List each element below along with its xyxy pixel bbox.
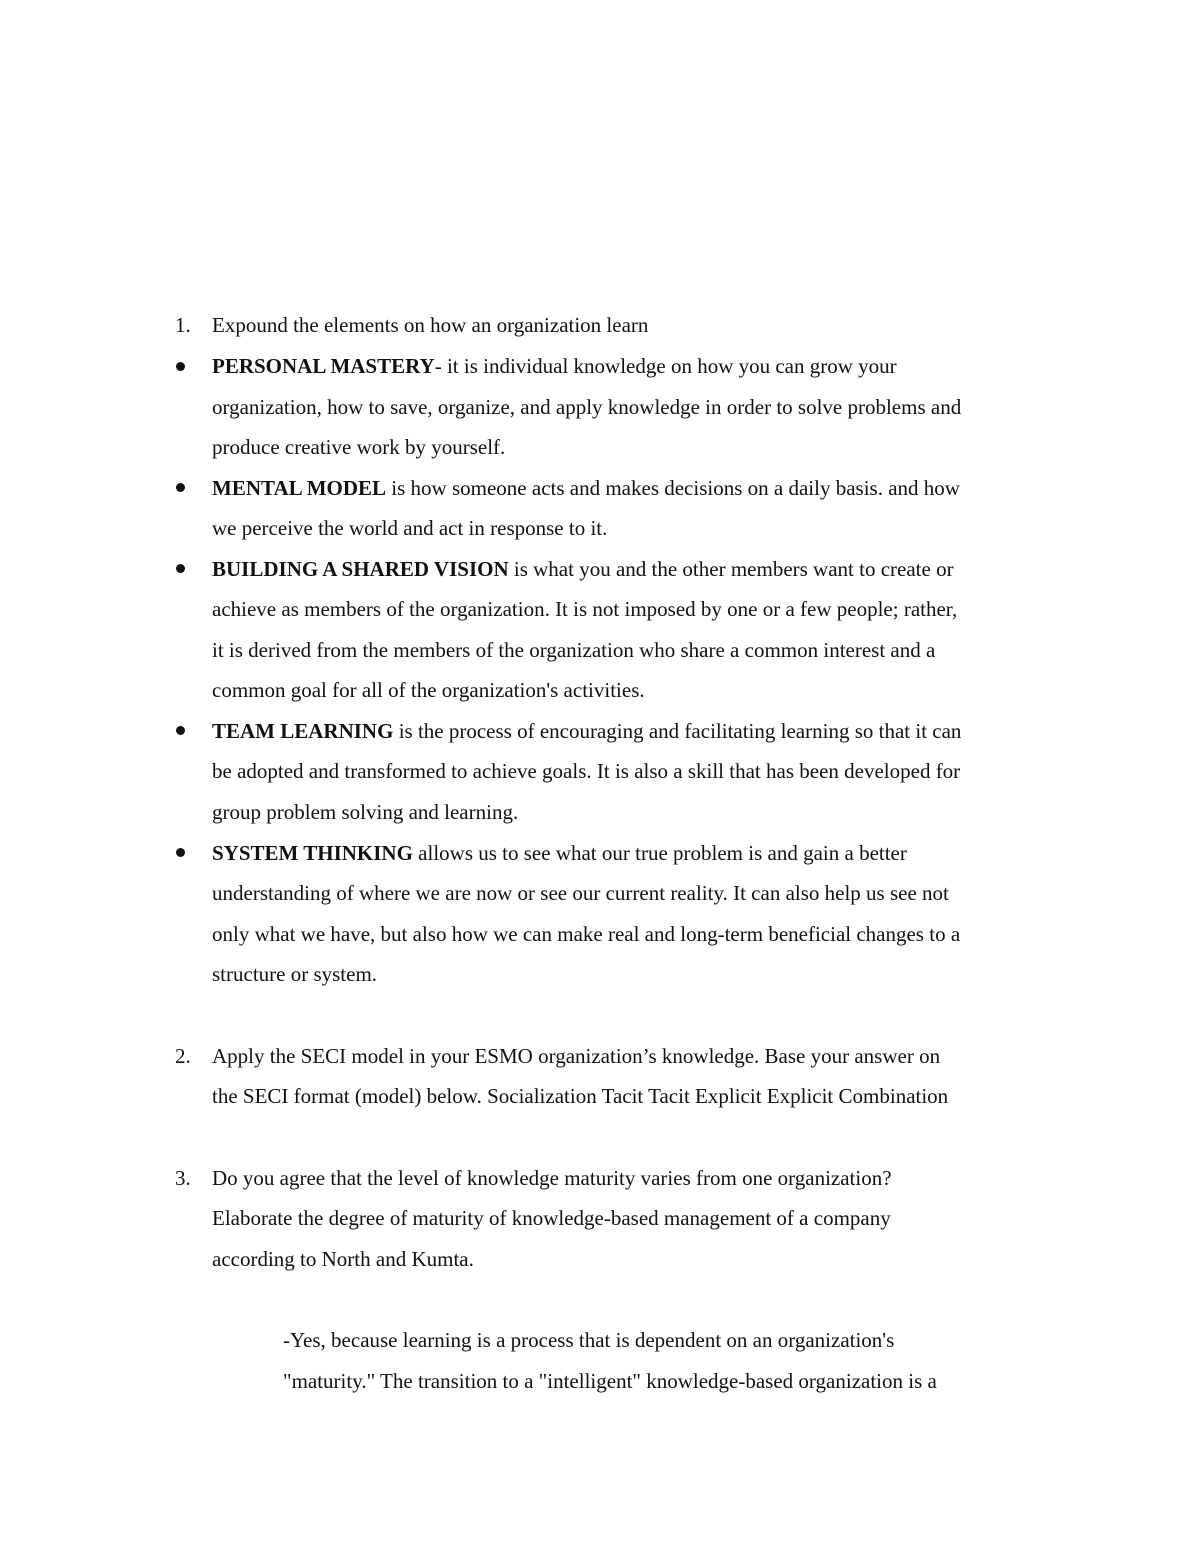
q2-line-2: the SECI format (model) below. Socialization Tacit Tacit Explicit Explicit Combination xyxy=(212,1084,949,1108)
item-personal-mastery-line-1 xyxy=(212,352,897,380)
bullet-icon xyxy=(176,362,185,371)
term-mental-model: MENTAL MODEL xyxy=(212,476,387,500)
bullet-icon xyxy=(176,726,185,735)
q3-line-3: according to North and Kumta. xyxy=(212,1247,474,1271)
item-personal-mastery-line-3: produce creative work by yourself. xyxy=(212,435,506,459)
term-system-thinking: SYSTEM THINKING xyxy=(212,841,413,865)
item-personal-mastery-line-2: organization, how to save, organize, and apply knowledge in order to solve problems and xyxy=(212,395,962,419)
q3-line-2: Elaborate the degree of maturity of knowledge-based management of a company xyxy=(212,1206,891,1230)
item-system-thinking-line-2: understanding of where we are now or see our current reality. It can also help us see not xyxy=(212,881,949,905)
item-shared-vision-line-1 xyxy=(212,555,954,583)
bullet-icon xyxy=(176,564,185,573)
q2-line-1: Apply the SECI model in your ESMO organization’s knowledge. Base your answer on xyxy=(212,1044,941,1068)
item-shared-vision-line-4: common goal for all of the organization's activities. xyxy=(212,678,645,702)
answer3-line-2: "maturity." The transition to a "intelligent" knowledge-based organization is a xyxy=(283,1369,937,1393)
item-text: is what you and the other members want to create or xyxy=(508,557,954,581)
item-system-thinking-line-3: only what we have, but also how we can make real and long-term beneficial changes to a xyxy=(212,922,961,946)
term-personal-mastery: PERSONAL MASTERY xyxy=(212,354,435,378)
item-text: is how someone acts and makes decisions on a daily basis. and how xyxy=(386,476,960,500)
item-text: is the process of encouraging and facilitating learning so that it can xyxy=(393,719,962,743)
item-shared-vision-line-3: it is derived from the members of the organization who share a common interest and a xyxy=(212,638,936,662)
q3-number: 3. xyxy=(175,1166,191,1190)
q1-number: 1. xyxy=(175,313,191,337)
q3-line-1: Do you agree that the level of knowledge maturity varies from one organization? xyxy=(212,1166,892,1190)
item-mental-model-line-1 xyxy=(212,474,960,502)
term-team-learning: TEAM LEARNING xyxy=(212,719,394,743)
bullet-icon xyxy=(176,848,185,857)
q1-text: Expound the elements on how an organization learn xyxy=(212,313,649,337)
item-system-thinking-line-4: structure or system. xyxy=(212,962,378,986)
term-shared-vision: BUILDING A SHARED VISION xyxy=(212,557,509,581)
answer3-line-1: -Yes, because learning is a process that is dependent on an organization's xyxy=(283,1328,895,1352)
item-team-learning-line-2: be adopted and transformed to achieve goals. It is also a skill that has been developed for xyxy=(212,759,961,783)
bullet-icon xyxy=(176,483,185,492)
item-text: - it is individual knowledge on how you can grow your xyxy=(434,354,897,378)
item-shared-vision-line-2: achieve as members of the organization. It is not imposed by one or a few people; rather, xyxy=(212,597,958,621)
item-team-learning-line-3: group problem solving and learning. xyxy=(212,800,519,824)
item-text: allows us to see what our true problem is and gain a better xyxy=(412,841,907,865)
item-system-thinking-line-1 xyxy=(212,839,907,867)
item-mental-model-line-2: we perceive the world and act in response to it. xyxy=(212,516,608,540)
q2-number: 2. xyxy=(175,1044,191,1068)
item-team-learning-line-1 xyxy=(212,717,961,745)
